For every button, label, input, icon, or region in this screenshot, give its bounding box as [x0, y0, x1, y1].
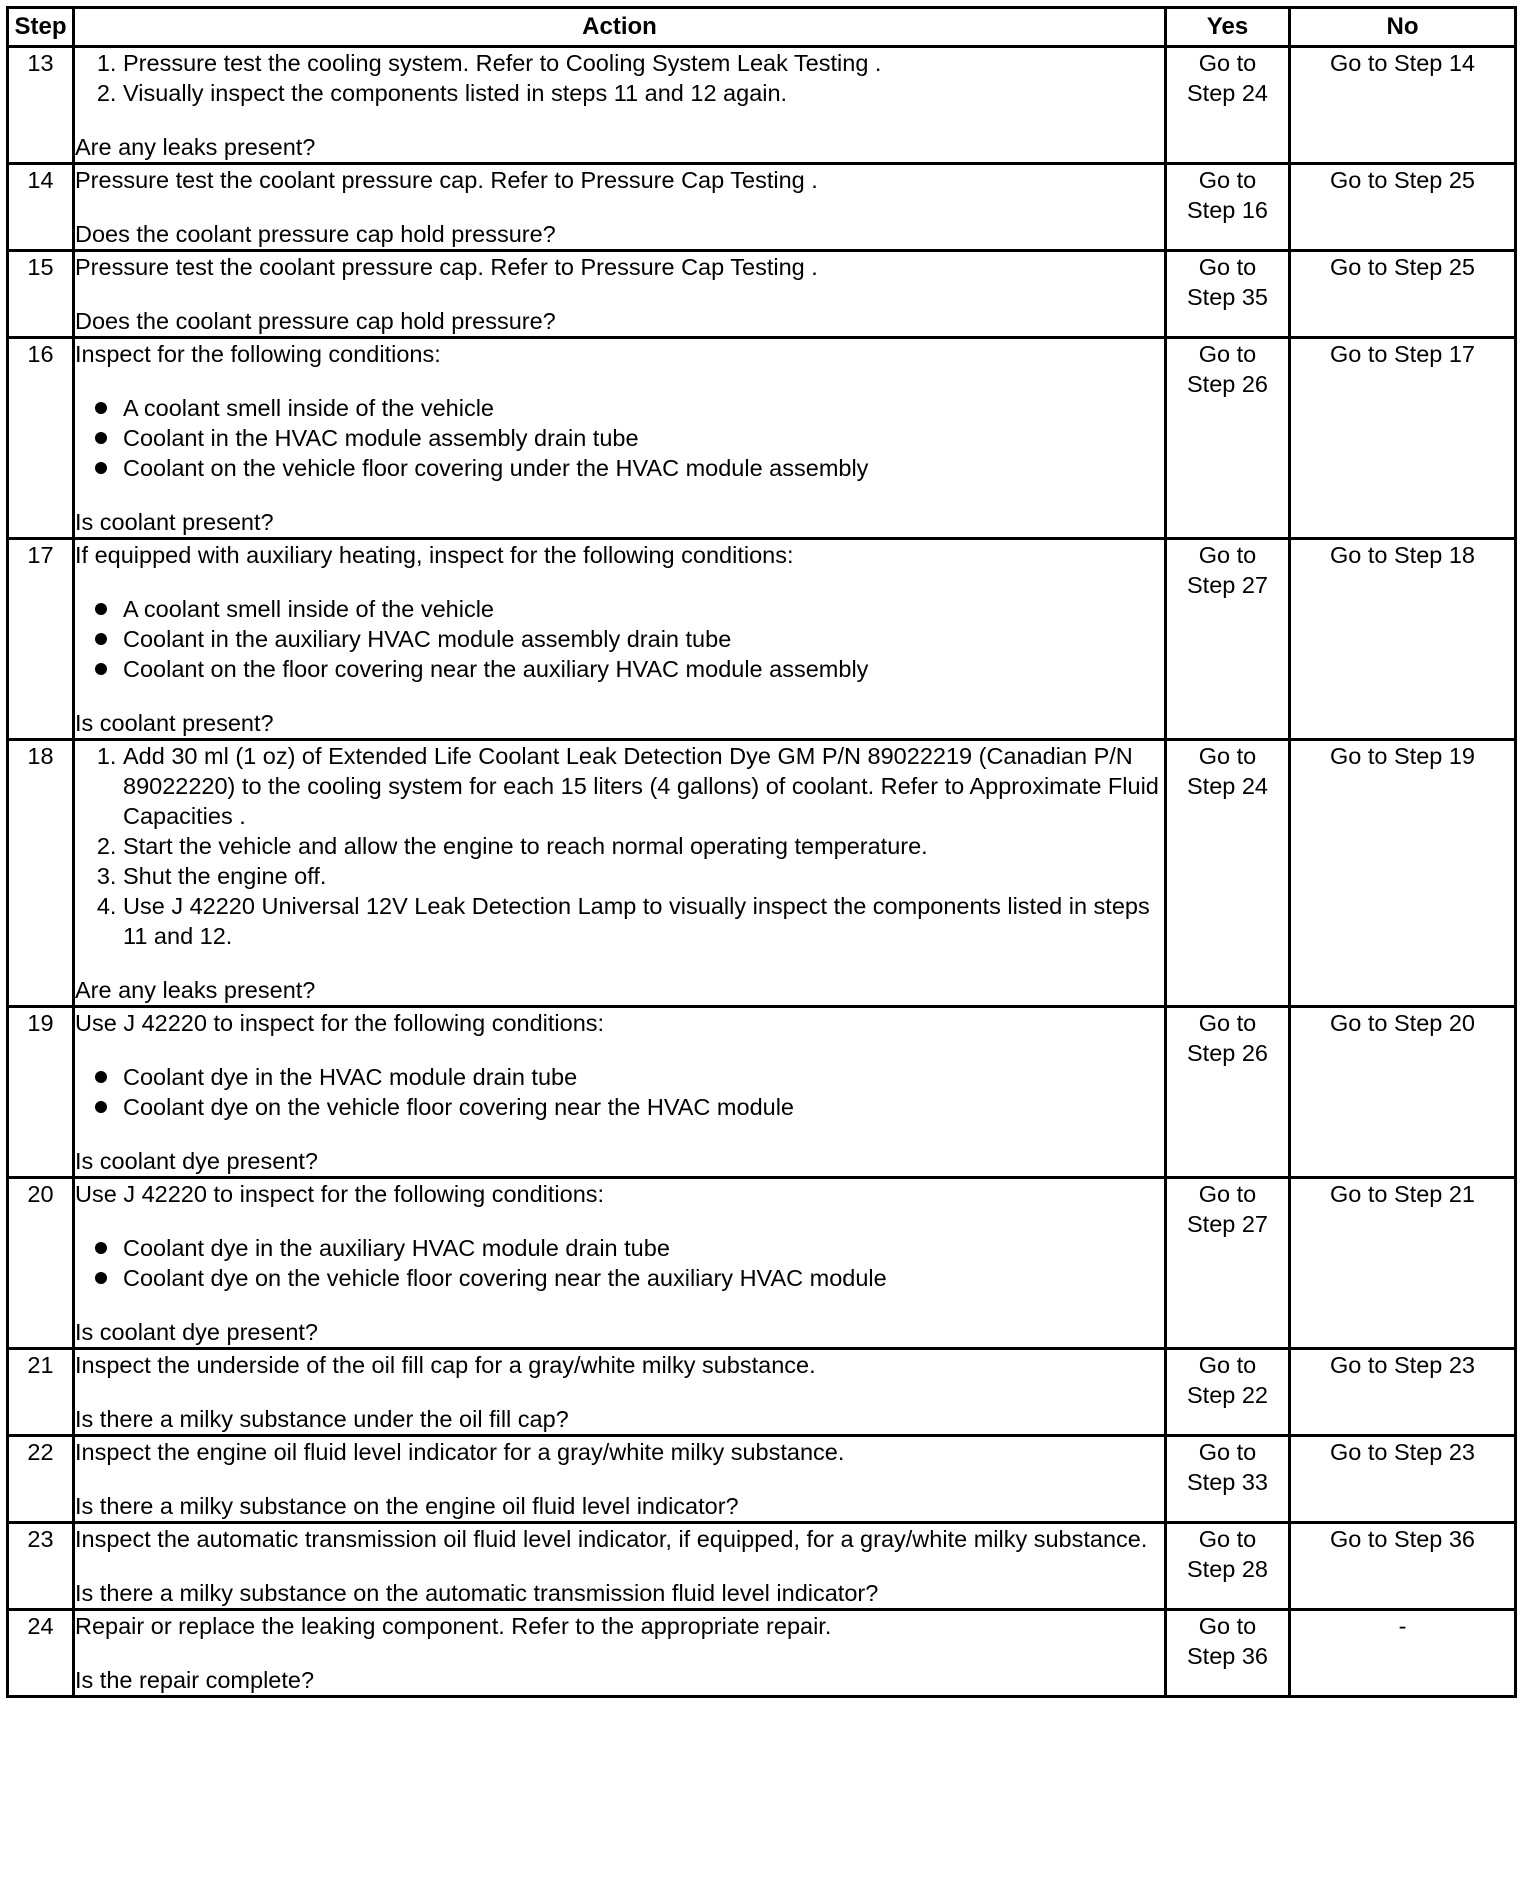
action-cell — [74, 251, 1166, 338]
condition-item: Coolant on the floor covering near the auxiliary HVAC module assembly — [123, 654, 1164, 684]
yes-cell — [1166, 1436, 1290, 1523]
numbered-procedure-list — [75, 741, 1164, 951]
step-number: 13 — [8, 47, 74, 164]
header-no: No — [1290, 8, 1516, 47]
condition-bullet-list — [75, 1062, 1164, 1122]
procedure-step: 1. Pressure test the cooling system. Refer to Cooling System Leak Testing . — [123, 48, 1164, 78]
yes-cell — [1166, 251, 1290, 338]
yes-goto-label: Go to — [1198, 50, 1257, 76]
action-cell — [74, 1178, 1166, 1349]
numbered-procedure-list — [75, 48, 1164, 108]
table-row — [8, 1436, 1516, 1523]
condition-item: Coolant in the auxiliary HVAC module assembly drain tube — [123, 624, 1164, 654]
table-row — [8, 1178, 1516, 1349]
yes-target-step: Step 35 — [1186, 284, 1268, 310]
condition-item: A coolant smell inside of the vehicle — [123, 594, 1164, 624]
yes-cell — [1166, 1523, 1290, 1610]
action-question: Is coolant present? — [75, 509, 274, 535]
step-number: 19 — [8, 1007, 74, 1178]
table-body — [8, 47, 1516, 1697]
procedure-step: 2. Visually inspect the components listed in steps 11 and 12 again. — [123, 78, 1164, 108]
action-instruction: Use J 42220 to inspect for the following conditions: — [75, 1181, 605, 1207]
yes-target-step: Step 26 — [1186, 371, 1268, 397]
step-number: 22 — [8, 1436, 74, 1523]
table-row — [8, 1523, 1516, 1610]
no-target: Go to Step 19 — [1290, 740, 1516, 1007]
action-cell — [74, 164, 1166, 251]
yes-target-step: Step 36 — [1186, 1643, 1268, 1669]
table-row — [8, 1349, 1516, 1436]
condition-item: A coolant smell inside of the vehicle — [123, 393, 1164, 423]
action-question: Is there a milky substance on the engine oil fluid level indicator? — [75, 1493, 739, 1519]
yes-target-step: Step 24 — [1186, 80, 1268, 106]
table-row — [8, 1007, 1516, 1178]
action-cell — [74, 740, 1166, 1007]
action-cell — [74, 338, 1166, 539]
action-question: Is there a milky substance on the automatic transmission fluid level indicator? — [75, 1580, 879, 1606]
yes-goto-label: Go to — [1198, 1352, 1257, 1378]
no-target: Go to Step 20 — [1290, 1007, 1516, 1178]
yes-cell — [1166, 1610, 1290, 1697]
condition-item: Coolant on the vehicle floor covering under the HVAC module assembly — [123, 453, 1164, 483]
yes-cell — [1166, 740, 1290, 1007]
action-question: Does the coolant pressure cap hold pressure? — [75, 308, 556, 334]
step-number: 21 — [8, 1349, 74, 1436]
action-instruction: Pressure test the coolant pressure cap. Refer to Pressure Cap Testing . — [75, 167, 818, 193]
action-question: Does the coolant pressure cap hold pressure? — [75, 221, 556, 247]
yes-target-step: Step 16 — [1186, 197, 1268, 223]
action-cell — [74, 1007, 1166, 1178]
action-instruction: Repair or replace the leaking component. Refer to the appropriate repair. — [75, 1613, 832, 1639]
step-number: 15 — [8, 251, 74, 338]
condition-bullet-list — [75, 594, 1164, 684]
step-number: 17 — [8, 539, 74, 740]
yes-target-step: Step 27 — [1186, 1211, 1268, 1237]
yes-target-step: Step 22 — [1186, 1382, 1268, 1408]
action-cell — [74, 47, 1166, 164]
no-target: Go to Step 18 — [1290, 539, 1516, 740]
table-row — [8, 338, 1516, 539]
step-number: 24 — [8, 1610, 74, 1697]
yes-goto-label: Go to — [1198, 1439, 1257, 1465]
yes-goto-label: Go to — [1198, 254, 1257, 280]
yes-goto-label: Go to — [1198, 1613, 1257, 1639]
step-number: 18 — [8, 740, 74, 1007]
table-row — [8, 47, 1516, 164]
action-instruction: Inspect for the following conditions: — [75, 341, 441, 367]
yes-target-step: Step 24 — [1186, 773, 1268, 799]
no-target: Go to Step 23 — [1290, 1436, 1516, 1523]
table-row — [8, 164, 1516, 251]
procedure-step: 1. Add 30 ml (1 oz) of Extended Life Coolant Leak Detection Dye GM P/N 89022219 (Canadian P/N 89022220) to the cooling system for each 15 liters (4 gallons) of coolant. Refer to Approximate Fluid Capacities . — [123, 741, 1164, 831]
no-target: - — [1290, 1610, 1516, 1697]
action-question: Is coolant dye present? — [75, 1319, 318, 1345]
diagnostic-table-container — [6, 6, 1517, 1698]
yes-target-step: Step 26 — [1186, 1040, 1268, 1066]
no-target: Go to Step 23 — [1290, 1349, 1516, 1436]
step-number: 16 — [8, 338, 74, 539]
action-instruction: Inspect the automatic transmission oil fluid level indicator, if equipped, for a gray/white milky substance. — [75, 1526, 1148, 1552]
step-number: 14 — [8, 164, 74, 251]
step-number: 20 — [8, 1178, 74, 1349]
condition-bullet-list — [75, 393, 1164, 483]
header-yes: Yes — [1166, 8, 1290, 47]
no-target: Go to Step 25 — [1290, 164, 1516, 251]
action-cell — [74, 1436, 1166, 1523]
yes-goto-label: Go to — [1198, 1010, 1257, 1036]
yes-cell — [1166, 539, 1290, 740]
step-number: 23 — [8, 1523, 74, 1610]
yes-target-step: Step 33 — [1186, 1469, 1268, 1495]
action-instruction: If equipped with auxiliary heating, inspect for the following conditions: — [75, 542, 794, 568]
no-target: Go to Step 21 — [1290, 1178, 1516, 1349]
yes-goto-label: Go to — [1198, 1526, 1257, 1552]
condition-item: Coolant dye on the vehicle floor covering near the auxiliary HVAC module — [123, 1263, 1164, 1293]
action-question: Is there a milky substance under the oil fill cap? — [75, 1406, 569, 1432]
table-row — [8, 740, 1516, 1007]
yes-cell — [1166, 164, 1290, 251]
yes-cell — [1166, 338, 1290, 539]
condition-item: Coolant in the HVAC module assembly drain tube — [123, 423, 1164, 453]
yes-cell — [1166, 47, 1290, 164]
yes-goto-label: Go to — [1198, 743, 1257, 769]
action-instruction: Inspect the engine oil fluid level indicator for a gray/white milky substance. — [75, 1439, 845, 1465]
procedure-step: 3. Shut the engine off. — [123, 861, 1164, 891]
action-instruction: Use J 42220 to inspect for the following conditions: — [75, 1010, 605, 1036]
diagnostic-steps-table — [6, 6, 1517, 1698]
action-cell — [74, 539, 1166, 740]
action-question: Are any leaks present? — [75, 134, 316, 160]
yes-goto-label: Go to — [1198, 1181, 1257, 1207]
condition-item: Coolant dye in the auxiliary HVAC module drain tube — [123, 1233, 1164, 1263]
no-target: Go to Step 14 — [1290, 47, 1516, 164]
yes-cell — [1166, 1007, 1290, 1178]
action-cell — [74, 1610, 1166, 1697]
yes-cell — [1166, 1349, 1290, 1436]
table-row — [8, 1610, 1516, 1697]
table-row — [8, 539, 1516, 740]
action-cell — [74, 1349, 1166, 1436]
action-cell — [74, 1523, 1166, 1610]
yes-goto-label: Go to — [1198, 341, 1257, 367]
condition-item: Coolant dye in the HVAC module drain tube — [123, 1062, 1164, 1092]
action-question: Is coolant present? — [75, 710, 274, 736]
action-question: Are any leaks present? — [75, 977, 316, 1003]
yes-target-step: Step 28 — [1186, 1556, 1268, 1582]
action-question: Is coolant dye present? — [75, 1148, 318, 1174]
yes-goto-label: Go to — [1198, 167, 1257, 193]
procedure-step: 4. Use J 42220 Universal 12V Leak Detection Lamp to visually inspect the components listed in steps 11 and 12. — [123, 891, 1164, 951]
table-header-row — [8, 8, 1516, 47]
table-row — [8, 251, 1516, 338]
action-instruction: Inspect the underside of the oil fill cap for a gray/white milky substance. — [75, 1352, 816, 1378]
yes-goto-label: Go to — [1198, 542, 1257, 568]
condition-bullet-list — [75, 1233, 1164, 1293]
condition-item: Coolant dye on the vehicle floor covering near the HVAC module — [123, 1092, 1164, 1122]
yes-cell — [1166, 1178, 1290, 1349]
header-step: Step — [8, 8, 74, 47]
procedure-step: 2. Start the vehicle and allow the engine to reach normal operating temperature. — [123, 831, 1164, 861]
action-instruction: Pressure test the coolant pressure cap. Refer to Pressure Cap Testing . — [75, 254, 818, 280]
no-target: Go to Step 17 — [1290, 338, 1516, 539]
no-target: Go to Step 25 — [1290, 251, 1516, 338]
no-target: Go to Step 36 — [1290, 1523, 1516, 1610]
yes-target-step: Step 27 — [1186, 572, 1268, 598]
header-action: Action — [74, 8, 1166, 47]
action-question: Is the repair complete? — [75, 1667, 315, 1693]
